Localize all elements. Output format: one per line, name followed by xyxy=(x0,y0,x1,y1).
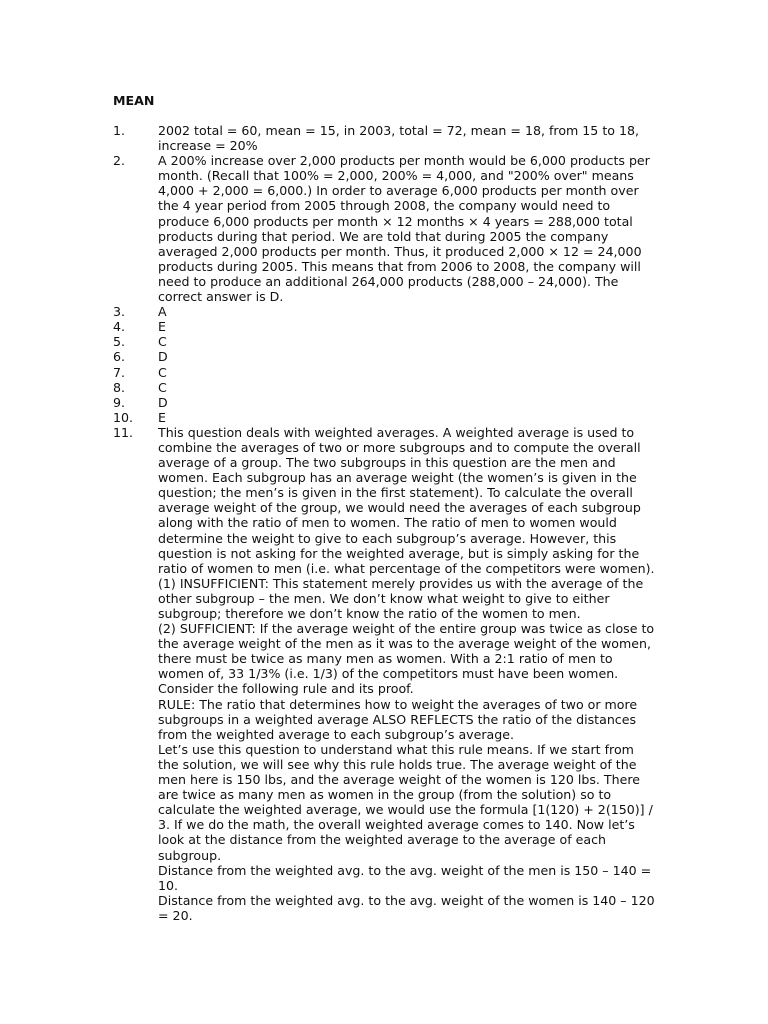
item-paragraph: Distance from the weighted avg. to the avg. weight of the men is 150 – 140 = 10. xyxy=(158,862,652,893)
answer-list xyxy=(113,123,658,923)
item-number: 8. xyxy=(113,379,126,395)
item-paragraph: D xyxy=(158,349,168,365)
list-item xyxy=(113,319,658,334)
item-number: 2. xyxy=(113,153,126,169)
item-paragraph: C xyxy=(158,379,167,395)
item-paragraph: D xyxy=(158,394,168,410)
item-body xyxy=(158,395,658,410)
item-body xyxy=(158,365,658,380)
item-number: 10. xyxy=(113,409,134,425)
item-number: 1. xyxy=(113,123,126,138)
item-number: 11. xyxy=(113,424,134,440)
list-item xyxy=(113,365,658,380)
item-body xyxy=(158,410,658,425)
item-paragraph: Let’s use this question to understand what this rule means. If we start from the solution, we will see why this rule holds true. The average weight of the men here is 150 lbs, and the average weight of the women is 120 lbs. There are twice as many men as women in the group (from the solution) so to calculate the weighted average, we would use the formula [1(120) + 2(150)] / 3. If we do the math, the overall weighted average comes to 140. Now let’s look at the distance from the weighted average to the average of each subgroup. xyxy=(158,741,653,863)
item-paragraph: C xyxy=(158,334,167,350)
item-paragraph: E xyxy=(158,409,166,425)
item-paragraph: C xyxy=(158,364,167,380)
section-heading: MEAN xyxy=(113,93,155,108)
item-paragraph: (2) SUFFICIENT: If the average weight of the entire group was twice as close to the average weight of the men as it was to the average weight of the women, there must be twice as many men as women. With a 2:1 ratio of men to women of, 33 1/3% (i.e. 1/3) of the competitors must have been women. Consider the following rule and its proof. xyxy=(158,621,655,697)
item-body xyxy=(158,380,658,395)
list-item xyxy=(113,349,658,364)
item-body xyxy=(158,319,658,334)
item-paragraph: A xyxy=(158,304,167,320)
item-number: 6. xyxy=(113,349,126,365)
item-number: 9. xyxy=(113,394,126,410)
item-body xyxy=(158,425,658,923)
item-body xyxy=(158,334,658,349)
item-body xyxy=(158,123,658,153)
list-item xyxy=(113,425,658,923)
item-body xyxy=(158,153,658,304)
item-number: 7. xyxy=(113,364,126,380)
item-body xyxy=(158,349,658,364)
item-number: 5. xyxy=(113,334,126,350)
list-item xyxy=(113,334,658,349)
item-body xyxy=(158,304,658,319)
item-number: 3. xyxy=(113,304,126,320)
list-item xyxy=(113,380,658,395)
list-item xyxy=(113,395,658,410)
list-item xyxy=(113,123,658,153)
item-paragraph: Distance from the weighted avg. to the avg. weight of the women is 140 – 120 = 20. xyxy=(158,892,655,923)
item-paragraph: A 200% increase over 2,000 products per month would be 6,000 products per month. (Recall that 100% = 2,000, 200% = 4,000, and "200% over" means 4,000 + 2,000 = 6,000.) In order to average 6,000 products per month over the 4 year period from 2005 through 2008, the company would need to produce 6,000 products per month × 12 months × 4 years = 288,000 total products during that period. We are told that during 2005 the company averaged 2,000 products per month. Thus, it produced 2,000 × 12 = 24,000 products during 2005. This means that from 2006 to 2008, the company will need to produce an additional 264,000 products (288,000 – 24,000). The correct answer is D. xyxy=(158,153,650,305)
list-item xyxy=(113,410,658,425)
item-paragraph: E xyxy=(158,319,166,335)
item-paragraph: RULE: The ratio that determines how to weight the averages of two or more subgroups in a weighted average ALSO REFLECTS the ratio of the distances from the weighted average to each subgroup’s average. xyxy=(158,696,638,742)
list-item xyxy=(113,153,658,304)
item-number: 4. xyxy=(113,319,126,335)
item-paragraph: This question deals with weighted averages. A weighted average is used to combine the averages of two or more subgroups and to compute the overall average of a group. The two subgroups in this question are the men and women. Each subgroup has an average weight (the women’s is given in the question; the men’s is given in the first statement). To calculate the overall average weight of the group, we would need the averages of each subgroup along with the ratio of men to women. The ratio of men to women would determine the weight to give to each subgroup’s average. However, this question is not asking for the weighted average, but is simply asking for the ratio of women to men (i.e. what percentage of the competitors were women). xyxy=(158,424,655,576)
list-item xyxy=(113,304,658,319)
item-paragraph: (1) INSUFFICIENT: This statement merely provides us with the average of the other subgroup – the men. We don’t know what weight to give to either subgroup; therefore we don’t know the ratio of the women to men. xyxy=(158,575,644,621)
item-paragraph: 2002 total = 60, mean = 15, in 2003, total = 72, mean = 18, from 15 to 18, increase = 20% xyxy=(158,123,639,154)
